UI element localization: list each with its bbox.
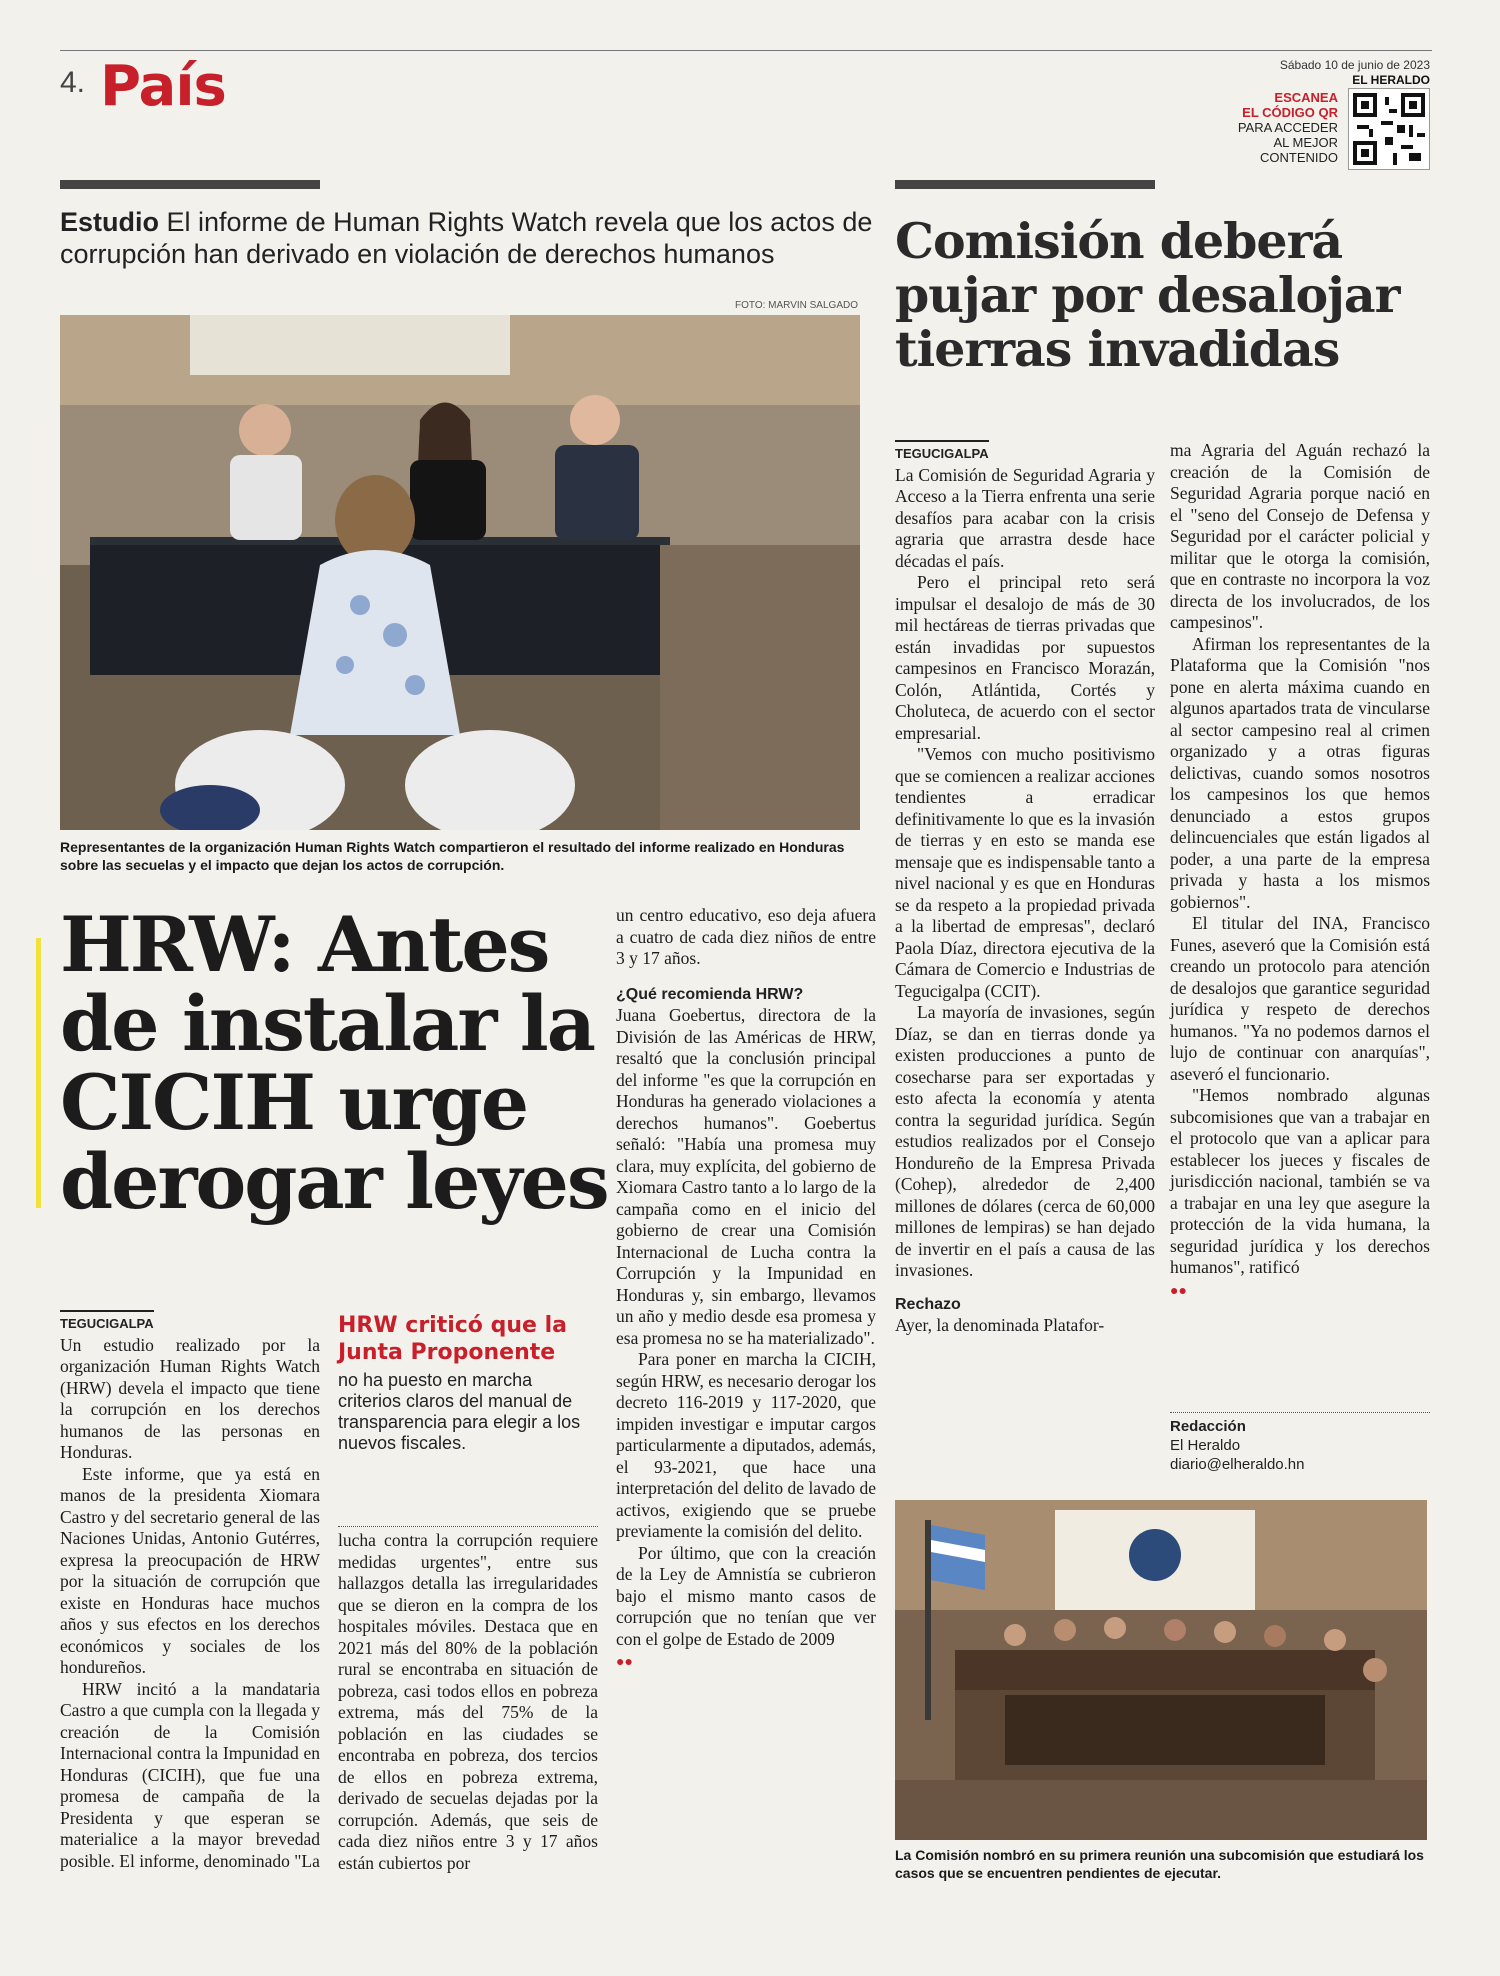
byline-label: Redacción [1170, 1412, 1430, 1436]
photo-caption: Representantes de la organización Human Rights Watch compartieron el resultado del informe realizado en Honduras sobre las secuelas y el impacto que dejan los actos de corrupción. [60, 839, 845, 873]
paragraph: "Hemos nombrado algunas subcomisiones que van a trabajar en el protocolo que van a aplicar para establecer los jueces y fiscales de jurisdicción nacional, también se va a trabajar en una ley que asegure la protección de la vida humana, la seguridad jurídica y los derechos humanos", ratificó [1170, 1085, 1430, 1277]
qr-line: PARA ACCEDER [1237, 120, 1338, 135]
qr-code-icon[interactable] [1348, 88, 1430, 170]
top-rule [60, 50, 1432, 51]
paragraph: La Comisión de Seguridad Agraria y Acceso a la Tierra enfrenta una serie desafíos para acabar con la crisis agraria que arrastra desde hace décadas el país. [895, 464, 1155, 571]
deck-text: El informe de Human Rights Watch revela que los actos de corrupción han derivado en violación de derechos humanos [60, 207, 873, 269]
paragraph: HRW incitó a la mandataria Castro a que cumpla con la llegada y creación de la Comisión Internacional contra la Impunidad en Honduras (CICIH), que fue una promesa de campaña de la Presidenta y que esperan se materialice a la mayor brevedad posible. El informe, denominado "La [60, 1678, 320, 1871]
story-headline: HRW: Antes de instalar la CICIH urge derogar leyes [60, 900, 608, 1226]
deck-tag: Estudio [60, 207, 159, 237]
byline [1170, 1412, 1430, 1474]
story-deck [60, 206, 880, 270]
paragraph: Un estudio realizado por la organización Human Rights Watch (HRW) devela el impacto que tiene la corrupción en los derechos humanos de las personas en Honduras. [60, 1334, 320, 1462]
pull-quote [338, 1312, 598, 1454]
paragraph: ma Agraria del Aguán rechazó la creación de la Comisión de Seguridad Agraria porque nació en el "seno del Consejo de Defensa y Seguridad por el carácter policial y militar que le otorga la comisión, que en contraste no incorpora la voz directa de los involucrados, de los campesinos". [1170, 440, 1430, 632]
qr-promo-text [1238, 90, 1338, 165]
paragraph: Por último, que con la creación de la Ley de Amnistía se cubrieron bajo el mismo manto casos de corrupción que no tenían que ver con el golpe de Estado de 2009 [616, 1542, 876, 1649]
paragraph: Este informe, que ya está en manos de la presidenta Xiomara Castro y del secretario general de las Naciones Unidas, Antonio Gutérres, expresa la preocupación de HRW por la situación de corrupción que existe en Honduras hace muchos años y sus efectos en los derechos económicos y sociales de los hondureños. [60, 1463, 320, 1677]
highlight-marker [36, 938, 41, 1208]
qr-line: EL CÓDIGO QR [1242, 105, 1338, 120]
paragraph: El titular del INA, Francisco Funes, aseveró que la Comisión está creando un protocolo para atención de desalojos que garantice seguridad jurídica y respeto de derechos humanos. "Ya no podemos darnos el lujo de continuar con anarquías", aseveró el funcionario. [1170, 913, 1430, 1084]
article-column [895, 440, 1155, 1337]
paragraph: Para poner en marcha la CICIH, según HRW, es necesario derogar los decreto 116-2019 y 117-2020, que impiden investigar e imputar cargos particularmente a diputados, además, el 93-2021, que hace una interpretación del delito de lavado de activos, exigiendo que se pruebe previamente la comisión del delito. [616, 1349, 876, 1541]
dateline: TEGUCIGALPA [895, 440, 989, 465]
edition-date: Sábado 10 de junio de 2023 [1279, 58, 1430, 72]
paragraph: Juana Goebertus, directora de la División de las Américas de HRW, resaltó que la conclusión principal del informe "es que la corrupción en Honduras ha generado violaciones a derechos humanos". Goebertus señaló: "Había una promesa muy clara, muy explícita, del gobierno de Xiomara Castro tanto a lo largo de la campaña como en el inicio del gobierno de crear una Comisión Internacional de Lucha contra la Corrupción y la Impunidad en Honduras y, sin embargo, llevamos un año y medio desde esa promesa y esa promesa no se ha materializado". [616, 1005, 876, 1348]
paragraph: lucha contra la corrupción requiere medidas urgentes", entre sus hallazgos detalla las irregularidades que se dieron en la compra de los hospitales móviles. Destaca que en 2021 más del 80% de la población rural se encontraba en situación de pobreza, casi todos ellos en pobreza extrema, más del 75% de la población en las ciudades se encontraba en pobreza, dos tercios de ellos en pobreza extrema, derivado de secuelas dejadas por la corrupción. Además, que seis de cada diez niños entre 3 y 17 años están cubiertos por [338, 1530, 598, 1873]
photo-credit: FOTO: MARVIN SALGADO [735, 300, 858, 311]
qr-line: ESCANEA [1274, 90, 1338, 105]
end-mark-icon: ●● [1170, 1283, 1187, 1299]
pull-quote-body: no ha puesto en marcha criterios claros del manual de transparencia para elegir a los nuevos fiscales. [338, 1370, 581, 1453]
dateline: TEGUCIGALPA [60, 1310, 154, 1335]
paragraph: "Vemos con mucho positivismo que se comiencen a realizar acciones tendientes a erradicar definitivamente lo que es la invasión de tierras y en esto se manda ese mensaje que es indispensable tanto a nivel nacional y es que en Honduras se da respeto a la propiedad privada a la libertad de empresas", declaró Paola Díaz, directora ejecutiva de la Cámara de Comercio e Industrias de Tegucigalpa (CCIT). [895, 744, 1155, 1001]
paragraph: La mayoría de invasiones, según Díaz, se dan en tierras donde ya existen producciones a punto de cosecharse para ser exportadas y esto afecta la economía y atenta contra la seguridad jurídica. Según estudios realizados por el Consejo Hondureño de la Empresa Privada (Cohep), alrededor de 2,400 millones de dólares (cerca de 60,000 millones de lempiras) se han dejado de invertir en el país a causa de las invasiones. [895, 1002, 1155, 1280]
commission-meeting-photo [895, 1500, 1427, 1840]
paragraph: Pero el principal reto será impulsar el desalojo de más de 30 mil hectáreas de tierras privadas que están invadidas por supuestos campesinos en Francisco Morazán, Colón, Atlántida, Cortés y Choluteca, de acuerdo con el sector empresarial. [895, 572, 1155, 743]
byline-name: El Heraldo [1170, 1437, 1241, 1454]
qr-line: AL MEJOR [1273, 135, 1338, 150]
paragraph: Ayer, la denominada Platafor- [895, 1315, 1105, 1335]
qr-line: CONTENIDO [1260, 150, 1338, 165]
newspaper-name: EL HERALDO [1352, 73, 1430, 87]
subheading: Rechazo [895, 1295, 961, 1313]
photo-caption: La Comisión nombró en su primera reunión una subcomisión que estudiará los casos que se encuentren pendientes de ejecutar. [895, 1847, 1424, 1881]
article-column [60, 1310, 320, 1872]
section-title: País [100, 54, 226, 119]
story-headline: Comisión deberá pujar por desalojar tierras invadidas [895, 212, 1400, 378]
paragraph: un centro educativo, eso deja afuera a cuatro de cada diez niños de entre 3 y 17 años. [616, 905, 876, 968]
section-rule [895, 180, 1155, 189]
paragraph: Afirman los representantes de la Plataforma que la Comisión "nos pone en alerta máxima cuando en algunos apartados trata de vincularse al sector campesino real al crimen organizado y a otras figuras delictivas, cuando somos nosotros los campesinos los que hemos denunciado a estos grupos delincuenciales que están ligados al poder, a una parte de la empresa privada y hasta a los mismos gobiernos". [1170, 633, 1430, 912]
subheading: ¿Qué recomienda HRW? [616, 985, 804, 1003]
end-mark-icon: ●● [616, 1655, 633, 1670]
page-number: 4. [60, 66, 86, 99]
byline-email[interactable]: diario@elheraldo.hn [1170, 1456, 1305, 1473]
press-conference-photo [60, 315, 860, 830]
pull-quote-title: HRW criticó que la Junta Proponente [338, 1313, 567, 1365]
article-column [616, 905, 876, 1674]
section-rule [60, 180, 320, 189]
pull-quote-rule [338, 1526, 598, 1527]
article-column [1170, 440, 1430, 1302]
article-column [338, 1530, 598, 1874]
